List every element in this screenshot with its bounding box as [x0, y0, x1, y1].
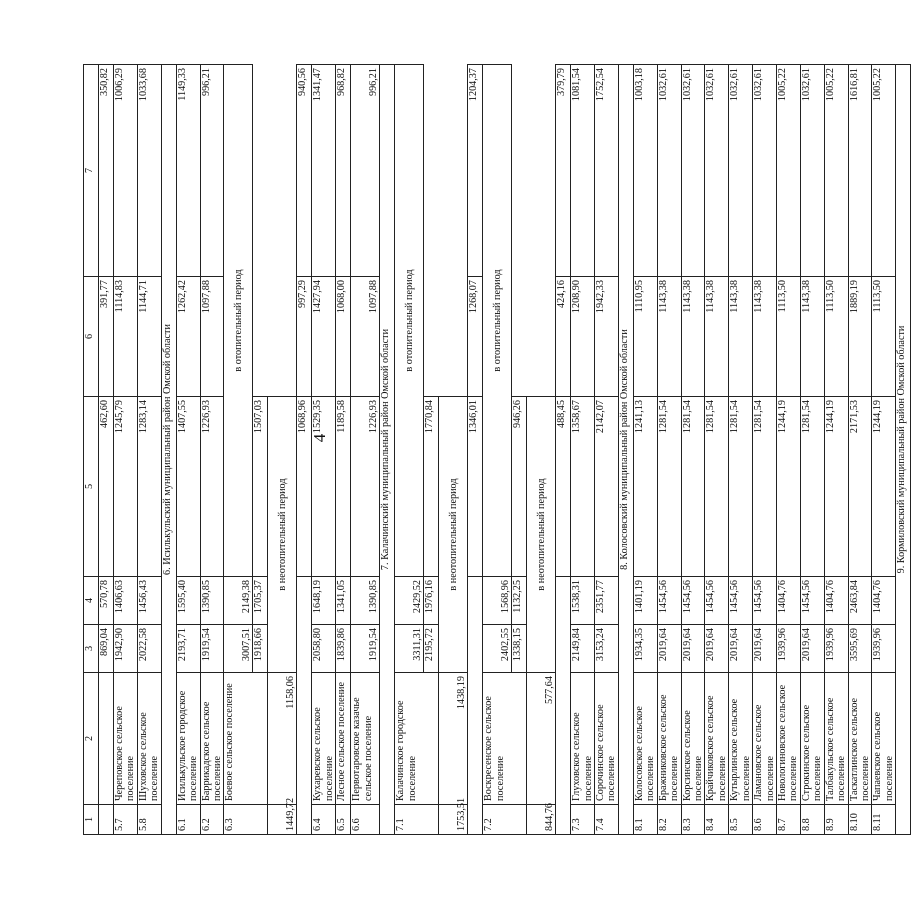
section-title: 9. Кормиловский муниципальный район Омской области: [896, 65, 911, 835]
settlement-name: Боевое сельское поселение: [224, 673, 268, 805]
value-cell: 1404,76: [824, 577, 848, 625]
value-cell: 1406,63: [114, 577, 138, 625]
value-cell: 2142,07: [595, 397, 619, 577]
value-cell: 1262,42: [176, 277, 200, 397]
value-cell: 462,60: [99, 397, 114, 577]
value-cell: 488,45: [556, 397, 571, 577]
value-cell: 3311,31: [395, 625, 424, 673]
row-code: 8.10: [848, 805, 872, 835]
settlement-name: Ламановское сельское поселение: [753, 673, 777, 805]
spacer-cell: [556, 577, 571, 835]
value-cell: 1068,00: [336, 277, 351, 397]
value-cell: 2429,52: [395, 577, 424, 625]
row-code: 8.1: [633, 805, 657, 835]
header-cell: 1: [84, 805, 99, 835]
value-cell: 3153,24: [595, 625, 619, 673]
value-cell: 1390,85: [351, 577, 380, 625]
value-cell: 1005,22: [872, 65, 896, 277]
table-row: [776, 65, 800, 835]
value-cell: 1529,35: [312, 397, 336, 577]
table-row: [527, 65, 556, 835]
value-cell: 1113,50: [776, 277, 800, 397]
value-cell: 1454,56: [800, 577, 824, 625]
row-code: 7.4: [595, 805, 619, 835]
table-row: [633, 65, 657, 835]
period-label: в неотопительный период: [268, 397, 297, 673]
row-code: 6.4: [312, 805, 336, 835]
value-cell: 1189,58: [336, 397, 351, 577]
value-cell: 350,82: [99, 65, 114, 277]
section-title: 8. Колосовский муниципальный район Омской области: [618, 65, 633, 835]
value-cell: 1454,56: [705, 577, 729, 625]
value-cell: 1752,54: [595, 65, 619, 277]
value-cell: 1143,38: [681, 277, 705, 397]
period-label: в неотопительный период: [527, 397, 556, 673]
value-cell: 1113,50: [824, 277, 848, 397]
row-code: 6.6: [351, 805, 380, 835]
header-cell: 6: [84, 277, 99, 397]
row-code: 8.7: [776, 805, 800, 835]
table-row: [571, 65, 595, 835]
table-row: [297, 65, 312, 835]
value-cell: 391,77: [99, 277, 114, 397]
settlement-name: [99, 673, 114, 805]
value-cell: 1283,14: [137, 397, 161, 577]
value-cell: 1939,96: [824, 625, 848, 673]
row-code: 7.2: [483, 805, 527, 835]
table-row: [681, 65, 705, 835]
value-cell: 1143,38: [800, 277, 824, 397]
value-cell: 1538,31: [571, 577, 595, 625]
row-code: 8.11: [872, 805, 896, 835]
value-cell: 1839,86: [336, 625, 351, 673]
row-code: 8.5: [729, 805, 753, 835]
value-cell: 2019,64: [681, 625, 705, 673]
table-row: [729, 65, 753, 835]
value-cell: 1281,54: [681, 397, 705, 577]
settlement-name: Череповское сельское поселение: [114, 673, 138, 805]
value-cell: 1081,54: [571, 65, 595, 277]
header-row: [84, 65, 99, 835]
settlement-name: Шуховское сельское поселение: [137, 673, 161, 805]
value-cell: 1427,94: [312, 277, 336, 397]
value-cell: 577,64: [527, 673, 556, 805]
value-cell: 570,78: [99, 577, 114, 625]
tariff-table: [83, 64, 911, 835]
value-cell: 1281,54: [729, 397, 753, 577]
value-cell: 1005,22: [776, 65, 800, 277]
value-cell: 1226,93: [351, 397, 380, 577]
value-cell: 1401,19: [633, 577, 657, 625]
value-cell: 1003,18: [633, 65, 657, 277]
value-cell: 1241,13: [633, 397, 657, 577]
value-cell: 2463,84: [848, 577, 872, 625]
section-row: [161, 65, 176, 835]
value-cell: 1245,79: [114, 397, 138, 577]
value-cell: 2019,64: [657, 625, 681, 673]
settlement-name: Талбакульское сельское поселение: [824, 673, 848, 805]
table-row: [595, 65, 619, 835]
section-row: [380, 65, 395, 835]
settlement-name: Строкинское сельское поселение: [800, 673, 824, 805]
settlement-name: Колосовское сельское поселение: [633, 673, 657, 805]
row-code: 5.7: [114, 805, 138, 835]
value-cell: 946,26: [512, 397, 527, 577]
row-code: 5.8: [137, 805, 161, 835]
value-cell: 1358,67: [571, 397, 595, 577]
settlement-name: Новологиновское сельское поселение: [776, 673, 800, 805]
value-cell: 1143,38: [657, 277, 681, 397]
value-cell: 2149,84: [571, 625, 595, 673]
period-label: в отопительный период: [224, 65, 253, 577]
value-cell: 2171,53: [848, 397, 872, 577]
value-cell: 1208,90: [571, 277, 595, 397]
row-code: 8.2: [657, 805, 681, 835]
value-cell: 1404,76: [872, 577, 896, 625]
header-cell: 5: [84, 397, 99, 577]
table-row: [824, 65, 848, 835]
value-cell: 1244,19: [824, 397, 848, 577]
value-cell: 3595,69: [848, 625, 872, 673]
value-cell: 2019,64: [753, 625, 777, 673]
row-code: 8.3: [681, 805, 705, 835]
table-row: [200, 65, 224, 835]
value-cell: 1407,55: [176, 397, 200, 577]
value-cell: 1454,56: [753, 577, 777, 625]
value-cell: 997,29: [297, 277, 312, 397]
value-cell: 968,82: [336, 65, 351, 277]
section-row: [618, 65, 633, 835]
value-cell: 1889,19: [848, 277, 872, 397]
value-cell: 996,21: [351, 65, 380, 277]
section-title: 7. Калачинский муниципальный район Омской области: [380, 65, 395, 835]
value-cell: 1939,96: [776, 625, 800, 673]
value-cell: 1113,50: [872, 277, 896, 397]
settlement-name: Лесное сельское поселение: [336, 673, 351, 805]
header-cell: 4: [84, 577, 99, 625]
value-cell: 1753,51: [439, 805, 468, 835]
value-cell: 1006,29: [114, 65, 138, 277]
value-cell: 1770,84: [424, 397, 439, 577]
table-row: [395, 65, 424, 835]
row-code: 8.8: [800, 805, 824, 835]
section-title: 6. Исилькульский муниципальный район Омской области: [161, 65, 176, 835]
settlement-name: Чапаевское сельское поселение: [872, 673, 896, 805]
table-row: [483, 65, 512, 835]
settlement-name: Калачинское городское поселение: [395, 673, 439, 805]
value-cell: 1281,54: [800, 397, 824, 577]
value-cell: 1454,56: [681, 577, 705, 625]
value-cell: 1097,88: [200, 277, 224, 397]
settlement-name: Исилькульское городское поселение: [176, 673, 200, 805]
value-cell: 2149,38: [224, 577, 253, 625]
table-row: [336, 65, 351, 835]
value-cell: 1268,07: [468, 277, 483, 397]
value-cell: 1456,43: [137, 577, 161, 625]
settlement-name: Первотаровское казачье сельское поселение: [351, 673, 380, 805]
value-cell: 1158,06: [268, 673, 297, 805]
row-code: 6.2: [200, 805, 224, 835]
spacer-cell: [297, 577, 312, 835]
value-cell: 1032,61: [657, 65, 681, 277]
table-row: [312, 65, 336, 835]
section-row: [896, 65, 911, 835]
value-cell: 1404,76: [776, 577, 800, 625]
value-cell: 1033,68: [137, 65, 161, 277]
value-cell: 869,04: [99, 625, 114, 673]
period-label: в отопительный период: [483, 65, 512, 577]
table-row: [848, 65, 872, 835]
table-row: [468, 65, 483, 835]
row-code: 8.4: [705, 805, 729, 835]
value-cell: 1942,33: [595, 277, 619, 397]
settlement-name: Таскатлинское сельское поселение: [848, 673, 872, 805]
value-cell: 379,79: [556, 65, 571, 277]
value-cell: 3007,51: [224, 625, 253, 673]
value-cell: 1143,38: [705, 277, 729, 397]
value-cell: 1281,54: [753, 397, 777, 577]
value-cell: 1934,35: [633, 625, 657, 673]
table-row: [800, 65, 824, 835]
table-row: [99, 65, 114, 835]
value-cell: 2019,64: [800, 625, 824, 673]
value-cell: 1341,05: [336, 577, 351, 625]
value-cell: 1919,54: [200, 625, 224, 673]
value-cell: 1204,37: [468, 65, 483, 277]
value-cell: 1390,85: [200, 577, 224, 625]
row-code: 8.9: [824, 805, 848, 835]
table-row: [268, 65, 297, 835]
settlement-name: Глуховское сельское поселение: [571, 673, 595, 805]
row-code: 7.1: [395, 805, 439, 835]
table-row: [176, 65, 200, 835]
value-cell: 1144,71: [137, 277, 161, 397]
settlement-name: Баррикадское сельское поселение: [200, 673, 224, 805]
row-code: 7.3: [571, 805, 595, 835]
value-cell: 1595,40: [176, 577, 200, 625]
table-row: [351, 65, 380, 835]
value-cell: 1149,33: [176, 65, 200, 277]
table-body: [99, 65, 911, 835]
value-cell: 1005,22: [824, 65, 848, 277]
value-cell: 940,56: [297, 65, 312, 277]
header-cell: 2: [84, 673, 99, 805]
settlement-name: Сорочинское сельское поселение: [595, 673, 619, 805]
value-cell: 1438,19: [439, 673, 468, 805]
table-row: [224, 65, 253, 835]
value-cell: 1110,95: [633, 277, 657, 397]
value-cell: 1919,54: [351, 625, 380, 673]
value-cell: 1032,61: [800, 65, 824, 277]
value-cell: 2058,80: [312, 625, 336, 673]
settlement-name: Кутырлинское сельское поселение: [729, 673, 753, 805]
settlement-name: Кухаревское сельское поселение: [312, 673, 336, 805]
value-cell: 1705,37: [253, 577, 268, 625]
value-cell: 1032,61: [705, 65, 729, 277]
value-cell: 1338,15: [512, 625, 527, 673]
value-cell: 2019,64: [729, 625, 753, 673]
value-cell: 1976,16: [424, 577, 439, 625]
table-row: [439, 65, 468, 835]
value-cell: 1648,19: [312, 577, 336, 625]
table-row: [137, 65, 161, 835]
value-cell: 1341,47: [312, 65, 336, 277]
settlement-name: Крайчиковское сельское поселение: [705, 673, 729, 805]
table-row: [114, 65, 138, 835]
value-cell: 2195,72: [424, 625, 439, 673]
value-cell: 1032,61: [729, 65, 753, 277]
row-code: 8.6: [753, 805, 777, 835]
value-cell: 1281,54: [705, 397, 729, 577]
value-cell: 996,21: [200, 65, 224, 277]
value-cell: 2193,71: [176, 625, 200, 673]
value-cell: 1449,72: [268, 805, 297, 835]
period-label: в неотопительный период: [439, 397, 468, 673]
value-cell: 1032,61: [681, 65, 705, 277]
value-cell: 1244,19: [872, 397, 896, 577]
value-cell: 1244,19: [776, 397, 800, 577]
table-row: [705, 65, 729, 835]
settlement-name: Воскресенское сельское поселение: [483, 673, 527, 805]
row-code: 6.5: [336, 805, 351, 835]
value-cell: 1097,88: [351, 277, 380, 397]
value-cell: 1454,56: [729, 577, 753, 625]
value-cell: 1454,56: [657, 577, 681, 625]
table-row: [657, 65, 681, 835]
value-cell: 1616,81: [848, 65, 872, 277]
page-number: 4: [310, 433, 329, 443]
value-cell: 1942,90: [114, 625, 138, 673]
header-cell: 7: [84, 65, 99, 277]
settlement-name: Бражниковское сельское поселение: [657, 673, 681, 805]
value-cell: 1346,01: [468, 397, 483, 577]
value-cell: 1507,03: [253, 397, 268, 577]
row-code: 6.1: [176, 805, 200, 835]
value-cell: 2019,64: [705, 625, 729, 673]
value-cell: 1132,25: [512, 577, 527, 625]
value-cell: 2022,58: [137, 625, 161, 673]
header-cell: 3: [84, 625, 99, 673]
spacer-cell: [468, 577, 483, 835]
settlement-name: Корсинское сельское поселение: [681, 673, 705, 805]
value-cell: 1114,83: [114, 277, 138, 397]
value-cell: 1568,96: [483, 577, 512, 625]
table-row: [753, 65, 777, 835]
table-row: [872, 65, 896, 835]
value-cell: 844,76: [527, 805, 556, 835]
row-code: 6.3: [224, 805, 268, 835]
value-cell: 1226,93: [200, 397, 224, 577]
row-code: [99, 805, 114, 835]
value-cell: 1068,96: [297, 397, 312, 577]
value-cell: 1032,61: [753, 65, 777, 277]
value-cell: 1143,38: [729, 277, 753, 397]
value-cell: 2402,55: [483, 625, 512, 673]
value-cell: 1918,66: [253, 625, 268, 673]
table-row: [556, 65, 571, 835]
value-cell: 424,16: [556, 277, 571, 397]
value-cell: 1143,38: [753, 277, 777, 397]
period-label: в отопительный период: [395, 65, 424, 577]
value-cell: 2351,77: [595, 577, 619, 625]
value-cell: 1281,54: [657, 397, 681, 577]
value-cell: 1939,96: [872, 625, 896, 673]
